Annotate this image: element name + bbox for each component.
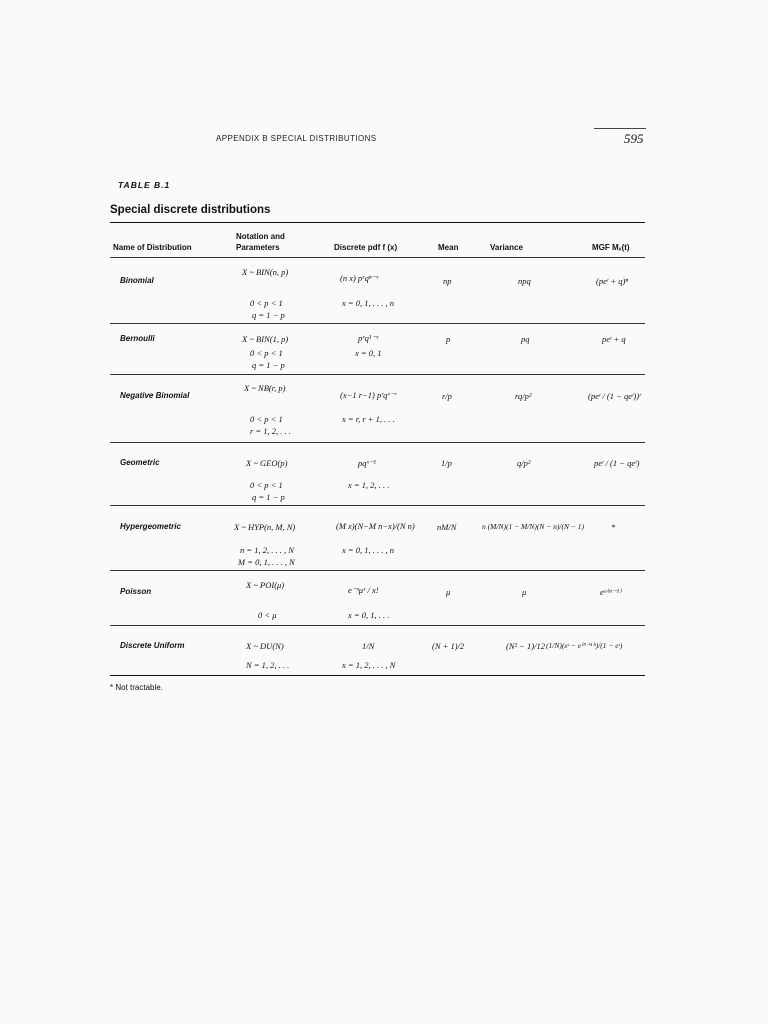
row-param1-bernoulli: 0 < p < 1 [250,348,283,358]
row-support-geometric: x = 1, 2, . . . [348,480,390,490]
row-notation-negative-binomial: X ~ NB(r, p) [244,383,286,393]
row-notation-bernoulli: X ~ BIN(1, p) [242,334,289,344]
col-head-pdf: Discrete pdf f (x) [334,243,398,252]
row-mean-discrete-uniform: (N + 1)/2 [432,641,465,651]
col-head-mean: Mean [438,243,459,252]
row-notation-poisson: X ~ POI(μ) [246,580,285,590]
row-rule [110,505,645,506]
row-param1-geometric: 0 < p < 1 [250,480,283,490]
running-header: APPENDIX B SPECIAL DISTRIBUTIONS [216,134,377,143]
row-mean-hypergeometric: nM/N [437,522,457,532]
row-param1-negative-binomial: 0 < p < 1 [250,414,283,424]
row-param2-geometric: q = 1 − p [252,492,285,502]
row-notation-binomial: X ~ BIN(n, p) [242,267,289,277]
row-param1-poisson: 0 < μ [258,610,277,620]
row-rule [110,323,645,324]
row-notation-geometric: X ~ GEO(p) [246,458,288,468]
row-name-hypergeometric: Hypergeometric [120,522,181,531]
row-mean-poisson: μ [446,587,451,597]
row-notation-discrete-uniform: X ~ DU(N) [246,641,284,651]
row-param1-discrete-uniform: N = 1, 2, . . . [246,660,290,670]
row-mgf-geometric: peᵗ / (1 − qeᵗ) [594,458,640,468]
row-rule [110,625,645,626]
row-pdf-hypergeometric: (M x)(N−M n−x)/(N n) [336,521,415,531]
header-rule [110,257,645,258]
row-param2-negative-binomial: r = 1, 2, . . . [250,426,291,436]
row-pdf-geometric: pqˣ⁻¹ [358,458,376,468]
row-variance-discrete-uniform: (N² − 1)/12 [506,641,545,651]
page-number-rule [594,128,646,129]
col-head-name: Name of Distribution [113,243,192,252]
row-mgf-discrete-uniform: (1/N)(eᵗ − e⁽ᴺ⁺¹⁾ᵗ)/(1 − eᵗ) [546,641,623,650]
row-variance-binomial: npq [518,276,531,286]
row-rule [110,374,645,375]
row-rule [110,442,645,443]
row-mgf-binomial: (peᵗ + q)ⁿ [596,276,629,286]
row-variance-geometric: q/p² [517,458,531,468]
row-param2-bernoulli: q = 1 − p [252,360,285,370]
row-variance-poisson: μ [522,587,527,597]
row-name-negative-binomial: Negative Binomial [120,391,190,400]
col-head-notation-1: Notation and [236,232,285,241]
row-variance-hypergeometric: n (M/N)(1 − M/N)(N − n)/(N − 1) [482,522,585,531]
table-label: TABLE B.1 [118,180,171,190]
row-support-bernoulli: x = 0, 1 [355,348,382,358]
row-name-poisson: Poisson [120,587,152,596]
row-mgf-bernoulli: peᵗ + q [602,334,626,344]
col-head-notation-2: Parameters [236,243,280,252]
row-param1-hypergeometric: n = 1, 2, . . . , N [240,545,294,555]
row-support-hypergeometric: x = 0, 1, . . . , n [342,545,395,555]
col-head-mgf: MGF Mₓ(t) [592,243,630,252]
row-variance-negative-binomial: rq/p² [515,391,532,401]
row-mgf-hypergeometric: * [611,522,616,532]
row-support-binomial: x = 0, 1, . . . , n [342,298,395,308]
row-mgf-poisson: eᵘ⁽ᵉᵗ⁻¹⁾ [600,587,622,597]
row-param2-hypergeometric: M = 0, 1, . . . , N [238,557,295,567]
row-variance-bernoulli: pq [521,334,530,344]
row-name-discrete-uniform: Discrete Uniform [120,641,185,650]
row-name-geometric: Geometric [120,458,160,467]
row-pdf-discrete-uniform: 1/N [362,641,375,651]
table-bottom-rule [110,675,645,676]
row-param1-binomial: 0 < p < 1 [250,298,283,308]
row-mgf-negative-binomial: (peᵗ / (1 − qeᵗ))ʳ [588,391,641,401]
row-support-poisson: x = 0, 1, . . . [348,610,390,620]
row-notation-hypergeometric: X ~ HYP(n, M, N) [234,522,296,532]
table-top-rule [110,222,645,223]
row-pdf-negative-binomial: (x−1 r−1) pʳqˣ⁻ʳ [340,390,397,400]
row-support-negative-binomial: x = r, r + 1, . . . [342,414,395,424]
row-mean-binomial: np [443,276,452,286]
col-head-variance: Variance [490,243,523,252]
row-support-discrete-uniform: x = 1, 2, . . . , N [342,660,396,670]
row-mean-bernoulli: p [446,334,451,344]
row-mean-negative-binomial: r/p [442,391,452,401]
table-title: Special discrete distributions [110,204,271,216]
row-param2-binomial: q = 1 − p [252,310,285,320]
row-mean-geometric: 1/p [441,458,452,468]
row-pdf-poisson: e⁻ᵘμˣ / x! [348,585,379,595]
footnote: * Not tractable. [110,683,163,692]
row-name-bernoulli: Bernoulli [120,334,155,343]
row-rule [110,570,645,571]
row-pdf-binomial: (n x) pˣqⁿ⁻ˣ [340,273,379,283]
row-pdf-bernoulli: pˣq¹⁻ˣ [358,333,379,343]
row-name-binomial: Binomial [120,276,154,285]
page-number: 595 [624,131,644,146]
